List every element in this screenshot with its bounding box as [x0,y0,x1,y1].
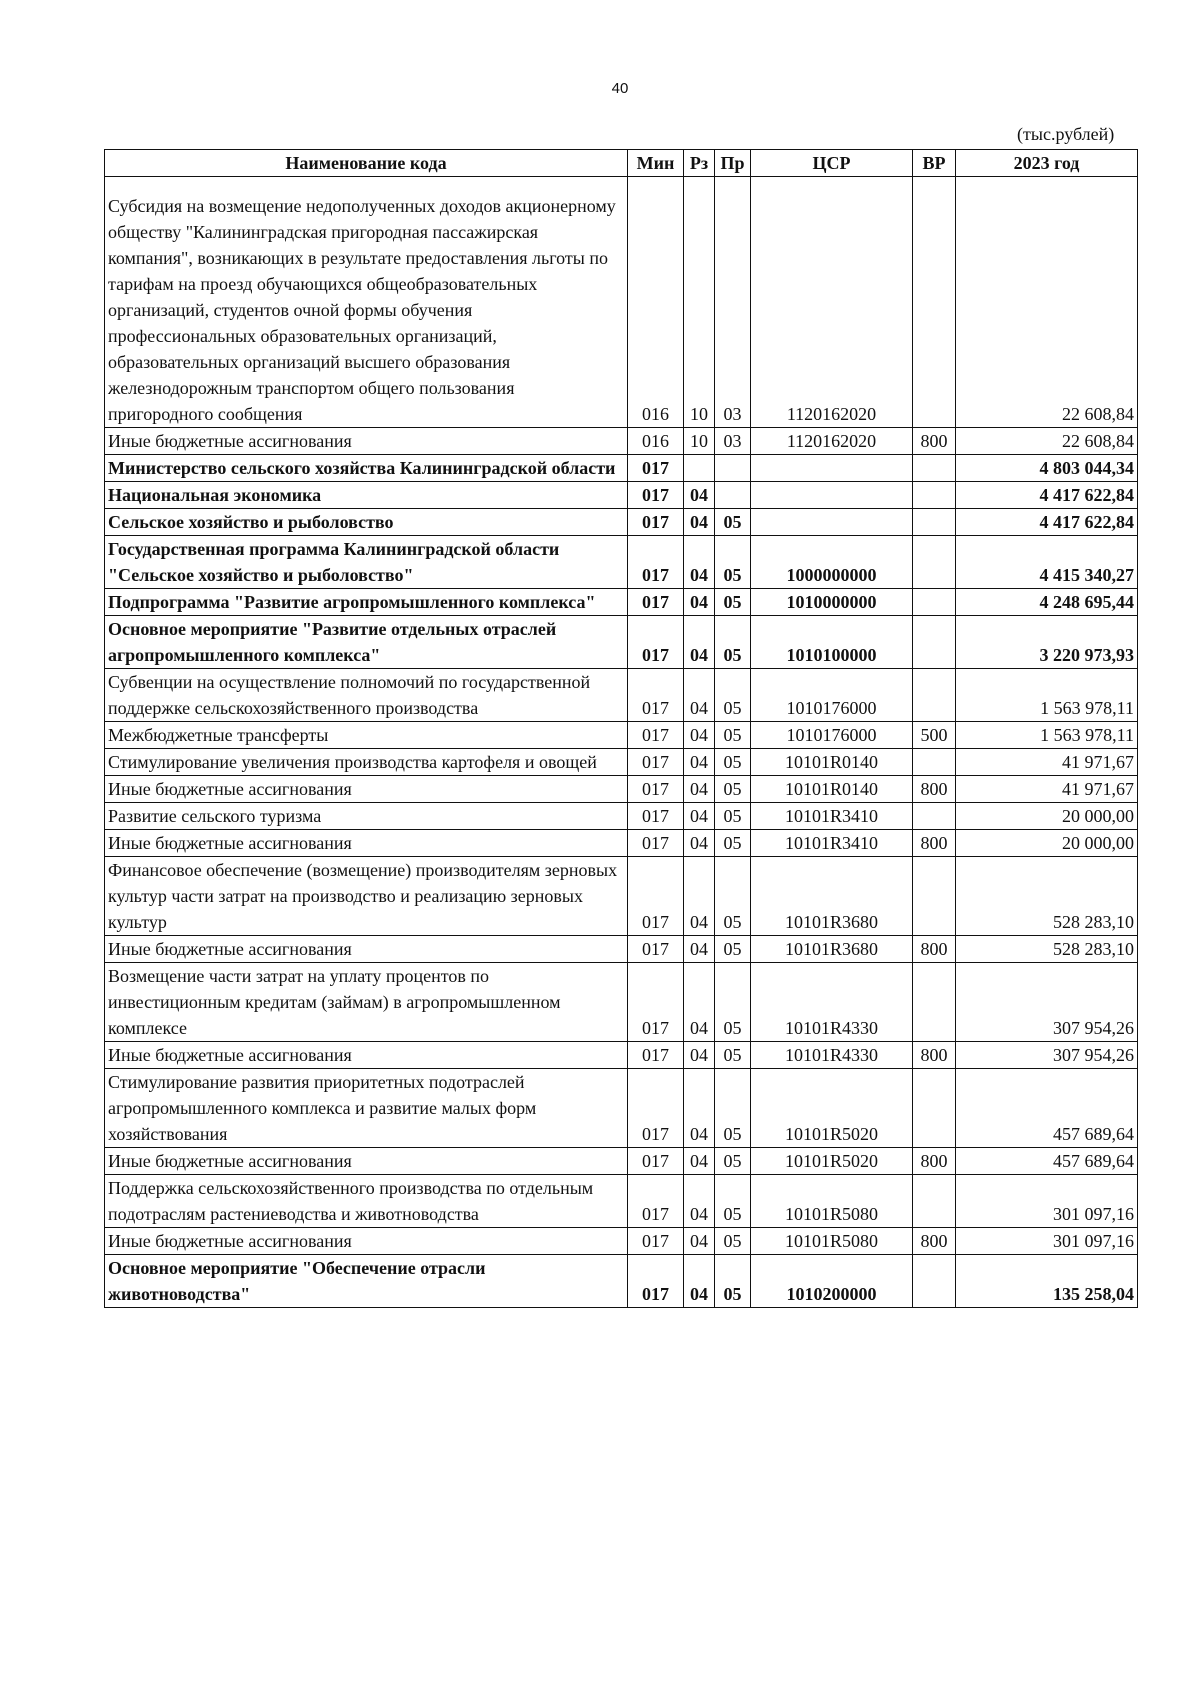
row-min: 017 [628,749,684,776]
row-min: 017 [628,1175,684,1228]
table-row [105,722,1138,749]
row-vr [913,536,956,589]
row-csr: 10101R0140 [751,776,913,803]
row-name: Национальная экономика [105,482,628,509]
row-vr [913,482,956,509]
row-vr [913,1255,956,1308]
row-name: Иные бюджетные ассигнования [105,1148,628,1175]
row-name: Развитие сельского туризма [105,803,628,830]
row-pr: 03 [715,428,751,455]
row-csr [751,455,913,482]
row-amount: 3 220 973,93 [956,616,1138,669]
row-pr: 05 [715,509,751,536]
row-amount: 307 954,26 [956,1042,1138,1069]
table-row [105,509,1138,536]
row-rz: 04 [684,589,715,616]
row-name: Иные бюджетные ассигнования [105,1042,628,1069]
row-pr: 05 [715,1255,751,1308]
row-pr: 05 [715,1228,751,1255]
row-rz: 04 [684,509,715,536]
row-name: Поддержка сельскохозяйственного производства по отдельным подотраслям растениеводства и животноводства [105,1175,628,1228]
row-min: 017 [628,830,684,857]
table-row [105,1255,1138,1308]
row-rz: 04 [684,936,715,963]
row-csr: 10101R5080 [751,1175,913,1228]
row-amount: 4 417 622,84 [956,482,1138,509]
row-pr: 05 [715,722,751,749]
row-min: 017 [628,482,684,509]
row-rz: 04 [684,1255,715,1308]
row-min: 017 [628,803,684,830]
row-pr: 03 [715,177,751,428]
row-csr: 10101R5020 [751,1069,913,1148]
row-amount: 301 097,16 [956,1228,1138,1255]
row-csr: 1010176000 [751,722,913,749]
row-csr: 1000000000 [751,536,913,589]
row-vr: 800 [913,776,956,803]
row-rz: 04 [684,803,715,830]
row-min: 017 [628,1148,684,1175]
row-vr [913,1069,956,1148]
row-csr: 10101R0140 [751,749,913,776]
row-vr [913,669,956,722]
row-rz: 04 [684,482,715,509]
row-min: 017 [628,857,684,936]
header-rz: Рз [684,150,715,177]
row-name: Министерство сельского хозяйства Калининградской области [105,455,628,482]
row-rz: 04 [684,963,715,1042]
table-row [105,455,1138,482]
row-amount: 22 608,84 [956,428,1138,455]
row-csr: 10101R3680 [751,857,913,936]
row-name: Иные бюджетные ассигнования [105,1228,628,1255]
row-rz [684,455,715,482]
table-row [105,776,1138,803]
row-pr [715,455,751,482]
table-row [105,803,1138,830]
row-name: Межбюджетные трансферты [105,722,628,749]
row-name: Иные бюджетные ассигнования [105,428,628,455]
table-row [105,177,1138,428]
row-pr: 05 [715,1175,751,1228]
row-min: 017 [628,963,684,1042]
row-rz: 04 [684,776,715,803]
row-amount: 528 283,10 [956,857,1138,936]
row-rz: 04 [684,1042,715,1069]
row-csr: 1120162020 [751,428,913,455]
row-name: Подпрограмма "Развитие агропромышленного комплекса" [105,589,628,616]
row-pr: 05 [715,1042,751,1069]
row-amount: 22 608,84 [956,177,1138,428]
table-row [105,482,1138,509]
header-min: Мин [628,150,684,177]
row-name: Субвенции на осуществление полномочий по государственной поддержке сельскохозяйственного производства [105,669,628,722]
table-row [105,857,1138,936]
row-csr: 10101R4330 [751,963,913,1042]
row-amount: 1 563 978,11 [956,669,1138,722]
table-row [105,936,1138,963]
table-row [105,1042,1138,1069]
row-name: Возмещение части затрат на уплату процентов по инвестиционным кредитам (займам) в агропромышленном комплексе [105,963,628,1042]
row-vr: 800 [913,1228,956,1255]
row-pr: 05 [715,616,751,669]
row-pr: 05 [715,669,751,722]
row-vr [913,857,956,936]
row-amount: 307 954,26 [956,963,1138,1042]
row-min: 017 [628,669,684,722]
row-vr [913,963,956,1042]
row-pr: 05 [715,857,751,936]
table-body [105,177,1138,1308]
row-rz: 10 [684,177,715,428]
row-csr: 10101R3680 [751,936,913,963]
row-min: 017 [628,936,684,963]
table-row [105,1148,1138,1175]
row-pr: 05 [715,830,751,857]
row-csr: 10101R4330 [751,1042,913,1069]
row-min: 017 [628,509,684,536]
row-name: Иные бюджетные ассигнования [105,776,628,803]
row-min: 017 [628,776,684,803]
row-min: 017 [628,1255,684,1308]
row-vr: 800 [913,936,956,963]
row-vr: 500 [913,722,956,749]
header-name: Наименование кода [105,150,628,177]
row-name: Стимулирование увеличения производства картофеля и овощей [105,749,628,776]
row-min: 016 [628,177,684,428]
row-vr [913,616,956,669]
row-amount: 41 971,67 [956,749,1138,776]
row-name: Стимулирование развития приоритетных подотраслей агропромышленного комплекса и развитие малых форм хозяйствования [105,1069,628,1148]
row-rz: 04 [684,1148,715,1175]
row-min: 016 [628,428,684,455]
budget-table [104,149,1138,1308]
row-rz: 04 [684,749,715,776]
header-year: 2023 год [956,150,1138,177]
row-csr: 1010100000 [751,616,913,669]
row-amount: 457 689,64 [956,1069,1138,1148]
row-amount: 4 415 340,27 [956,536,1138,589]
table-row [105,428,1138,455]
row-csr: 10101R3410 [751,803,913,830]
row-pr: 05 [715,749,751,776]
row-vr [913,749,956,776]
row-rz: 04 [684,1069,715,1148]
table-row [105,536,1138,589]
units-label: (тыс.рублей) [1017,124,1115,144]
row-vr [913,803,956,830]
table-row [105,963,1138,1042]
row-min: 017 [628,589,684,616]
row-csr: 10101R5020 [751,1148,913,1175]
row-amount: 20 000,00 [956,803,1138,830]
row-vr: 800 [913,428,956,455]
row-pr [715,482,751,509]
page-number: 40 [611,80,629,97]
row-name: Иные бюджетные ассигнования [105,936,628,963]
row-name: Финансовое обеспечение (возмещение) производителям зерновых культур части затрат на производство и реализацию зерновых культур [105,857,628,936]
row-amount: 1 563 978,11 [956,722,1138,749]
header-vr: ВР [913,150,956,177]
table-header-row [105,150,1138,177]
row-min: 017 [628,1069,684,1148]
row-pr: 05 [715,1148,751,1175]
row-min: 017 [628,1228,684,1255]
row-amount: 4 803 044,34 [956,455,1138,482]
row-name: Иные бюджетные ассигнования [105,830,628,857]
row-pr: 05 [715,776,751,803]
row-csr: 1010000000 [751,589,913,616]
row-vr [913,509,956,536]
table-row [105,616,1138,669]
row-rz: 04 [684,616,715,669]
row-min: 017 [628,616,684,669]
row-csr [751,509,913,536]
table-row [105,669,1138,722]
row-rz: 04 [684,722,715,749]
header-csr: ЦСР [751,150,913,177]
row-amount: 20 000,00 [956,830,1138,857]
row-vr: 800 [913,1042,956,1069]
table-row [105,1175,1138,1228]
table-row [105,1069,1138,1148]
row-name: Государственная программа Калининградской области "Сельское хозяйство и рыболовство" [105,536,628,589]
row-rz: 04 [684,1175,715,1228]
header-pr: Пр [715,150,751,177]
row-min: 017 [628,722,684,749]
row-rz: 04 [684,536,715,589]
row-vr [913,589,956,616]
row-rz: 04 [684,830,715,857]
row-min: 017 [628,1042,684,1069]
row-rz: 04 [684,857,715,936]
row-vr [913,177,956,428]
row-name: Основное мероприятие "Обеспечение отрасли животноводства" [105,1255,628,1308]
row-pr: 05 [715,1069,751,1148]
row-vr [913,455,956,482]
row-min: 017 [628,536,684,589]
table-row [105,1228,1138,1255]
table-row [105,749,1138,776]
row-amount: 528 283,10 [956,936,1138,963]
row-amount: 457 689,64 [956,1148,1138,1175]
row-pr: 05 [715,536,751,589]
row-rz: 10 [684,428,715,455]
row-name: Сельское хозяйство и рыболовство [105,509,628,536]
table-row [105,830,1138,857]
row-csr: 1120162020 [751,177,913,428]
row-amount: 4 417 622,84 [956,509,1138,536]
row-csr [751,482,913,509]
row-vr [913,1175,956,1228]
row-csr: 1010200000 [751,1255,913,1308]
row-pr: 05 [715,963,751,1042]
row-min: 017 [628,455,684,482]
row-rz: 04 [684,669,715,722]
row-vr: 800 [913,1148,956,1175]
row-name: Субсидия на возмещение недополученных доходов акционерному обществу "Калининградская пригородная пассажирская компания", возникающих в результате предоставления льготы по тарифам на проезд обучающихся общеобразовательных организаций, студентов очной формы обучения профессиональных образовательных организаций, образовательных организаций высшего образования железнодорожным транспортом общего пользования пригородного сообщения [105,177,628,428]
row-vr: 800 [913,830,956,857]
row-amount: 135 258,04 [956,1255,1138,1308]
row-csr: 10101R3410 [751,830,913,857]
row-rz: 04 [684,1228,715,1255]
row-pr: 05 [715,803,751,830]
table-row [105,589,1138,616]
row-pr: 05 [715,936,751,963]
row-csr: 10101R5080 [751,1228,913,1255]
row-csr: 1010176000 [751,669,913,722]
row-amount: 4 248 695,44 [956,589,1138,616]
row-name: Основное мероприятие "Развитие отдельных отраслей агропромышленного комплекса" [105,616,628,669]
row-amount: 41 971,67 [956,776,1138,803]
row-amount: 301 097,16 [956,1175,1138,1228]
row-pr: 05 [715,589,751,616]
